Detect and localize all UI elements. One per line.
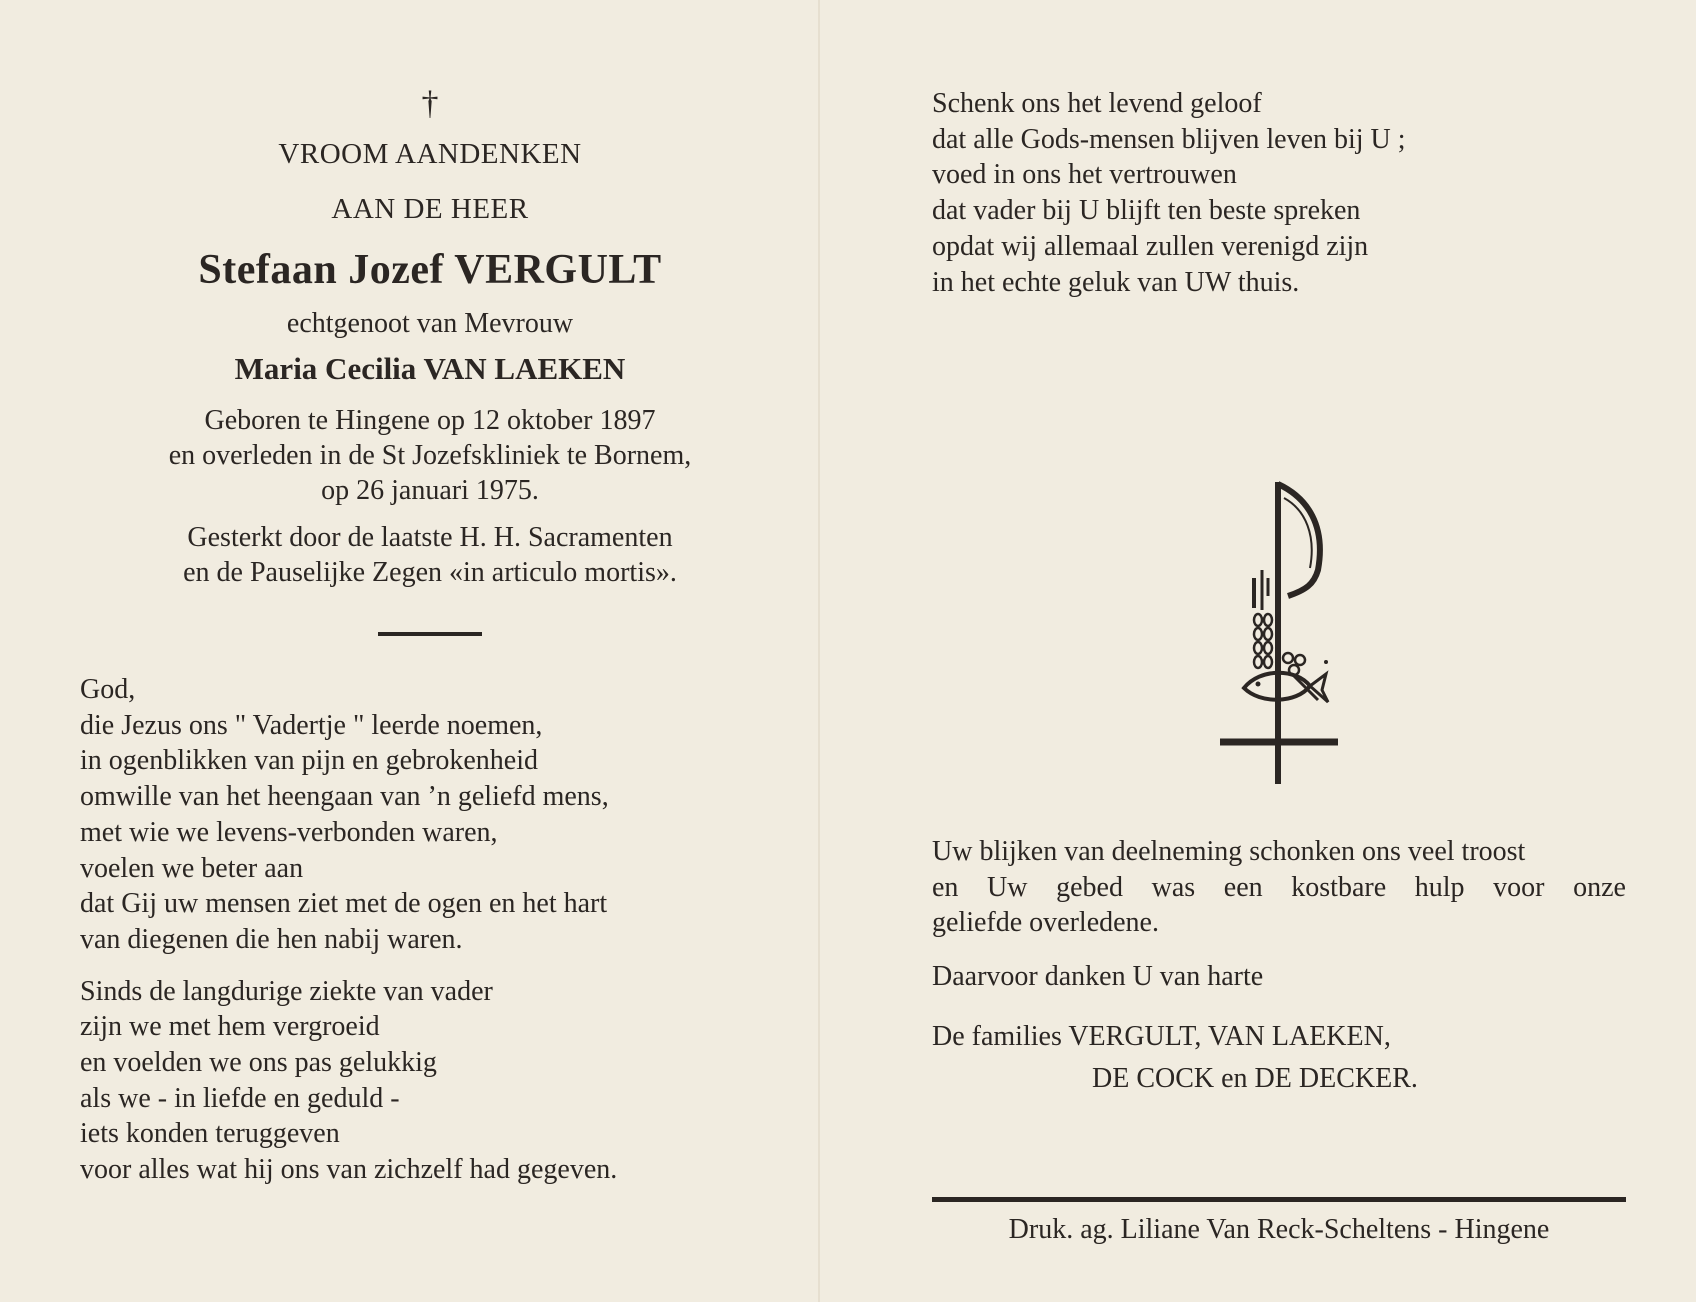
thanks-line: geliefde overledene. — [932, 907, 1159, 939]
poem-line: en voelden we ons pas gelukkig — [80, 1047, 437, 1079]
prayer-block — [932, 86, 1632, 300]
printer-credit: Druk. ag. Liliane Van Reck-Scheltens - Hingene — [1008, 1214, 1550, 1245]
left-panel — [80, 84, 780, 1188]
prayer-line: in het echte geluk van UW thuis. — [932, 266, 1300, 298]
right-panel — [932, 86, 1632, 1094]
poem-line: omwille van het heengaan van ’n geliefd mens, — [80, 781, 609, 813]
divider-rule — [378, 632, 482, 636]
spouse-name: Maria Cecilia VAN LAEKEN — [234, 351, 626, 386]
sacraments-line-2: en de Pauselijke Zegen «in articulo mortis». — [183, 557, 677, 588]
thanks-block — [932, 834, 1626, 1096]
prayer-line: dat vader bij U blijft ten beste spreken — [932, 195, 1361, 227]
poem-line: zijn we met hem vergroeid — [80, 1011, 380, 1043]
poem-line: voelen we beter aan — [80, 852, 304, 884]
prayer-line: voed in ons het vertrouwen — [932, 159, 1237, 191]
card-fold — [818, 0, 820, 1302]
poem-line: dat Gij uw mensen ziet met de ogen en het hart — [80, 888, 608, 920]
poem-line: voor alles wat hij ons van zichzelf had gegeven. — [80, 1154, 618, 1186]
cross-icon: † — [421, 85, 439, 122]
families-line-2: DE COCK en DE DECKER. — [1092, 1062, 1418, 1094]
poem-line: God, — [80, 674, 136, 705]
death-line: en overleden in de St Jozefskliniek te Bornem, — [168, 440, 692, 471]
poem-line: in ogenblikken van pijn en gebrokenheid — [80, 745, 538, 777]
thanks-line: en Uw gebed was een kostbare hulp voor onze — [932, 871, 1626, 903]
poem-line: van diegenen die hen nabij waren. — [80, 923, 463, 955]
families-line-1: De families VERGULT, VAN LAEKEN, — [932, 1020, 1391, 1052]
death-date-line: op 26 januari 1975. — [321, 475, 539, 506]
poem-stanza-2 — [80, 974, 780, 1188]
chi-rho-fish-wheat-grapes-cross-icon — [1210, 478, 1350, 788]
thanks-heartfelt: Daarvoor danken U van harte — [932, 961, 1264, 993]
heading-vroom-aandenken: VROOM AANDENKEN — [278, 138, 582, 170]
printer-rule — [932, 1197, 1626, 1202]
sacraments-line-1: Gesterkt door de laatste H. H. Sacramenten — [187, 522, 673, 553]
prayer-line: dat alle Gods-mensen blijven leven bij U ; — [932, 123, 1406, 155]
deceased-name: Stefaan Jozef VERGULT — [198, 247, 662, 293]
poem-line: Sinds de langdurige ziekte van vader — [80, 975, 493, 1007]
poem-stanza-1 — [80, 672, 780, 958]
thanks-line: Uw blijken van deelneming schonken ons veel troost — [932, 836, 1526, 867]
spouse-intro: echtgenoot van Mevrouw — [286, 308, 574, 339]
birth-death-block — [80, 403, 780, 508]
heading-aan-de-heer: AAN DE HEER — [331, 193, 529, 225]
poem-line: iets konden teruggeven — [80, 1118, 340, 1150]
prayer-line: opdat wij allemaal zullen verenigd zijn — [932, 230, 1369, 262]
poem-line: als we - in liefde en geduld - — [80, 1082, 400, 1114]
birth-line: Geboren te Hingene op 12 oktober 1897 — [204, 405, 656, 436]
prayer-line: Schenk ons het levend geloof — [932, 88, 1262, 119]
poem-line: met wie we levens-verbonden waren, — [80, 816, 498, 848]
sacraments-block — [80, 520, 780, 590]
poem-line: die Jezus ons " Vadertje " leerde noemen, — [80, 709, 543, 741]
